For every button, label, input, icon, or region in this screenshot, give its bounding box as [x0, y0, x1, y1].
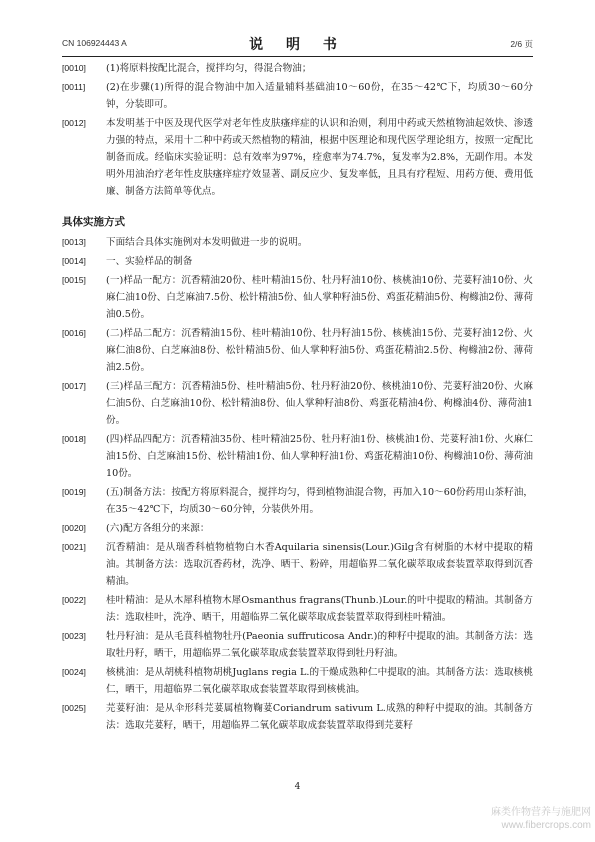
paragraph [62, 115, 533, 200]
paragraph-number: [0013] [62, 237, 86, 247]
paragraph-text: (二)样品二配方：沉香精油15份、桂叶精油10份、牡丹籽油15份、核桃油15份、芫荽籽油12份、火麻仁油8份、白芝麻油8份、松针精油5份、仙人掌种籽油5份、鸡蛋花精油2.5份、枸橼油2份、薄荷油2.5份。 [106, 328, 533, 373]
paragraph-text: (三)样品三配方：沉香精油5份、桂叶精油5份、牡丹籽油20份、核桃油10份、芫荽籽油20份、火麻仁油5份、白芝麻油10份、松针精油8份、仙人掌种籽油8份、鸡蛋花精油4份、枸橼油4份、薄荷油1份。 [106, 381, 533, 426]
paragraph [62, 700, 533, 734]
paragraph-number: [0019] [62, 487, 86, 497]
watermark [491, 806, 591, 832]
paragraph-text: (四)样品四配方：沉香精油35份、桂叶精油25份、牡丹籽油1份、核桃油1份、芫荽籽油1份、火麻仁油15份、白芝麻油15份、松针精油1份、仙人掌种籽油1份、鸡蛋花精油10份、枸橼油10份、薄荷油10份。 [106, 434, 533, 479]
header-rule [62, 56, 533, 57]
paragraph [62, 253, 533, 270]
paragraph-number: [0025] [62, 703, 86, 713]
patent-number: CN 106924443 A [62, 38, 127, 48]
paragraph-number: [0015] [62, 275, 86, 285]
paragraph-text: 下面结合具体实施例对本发明做进一步的说明。 [106, 237, 308, 248]
paragraph-text: (六)配方各组分的来源： [106, 523, 210, 534]
paragraph-text: 芫荽籽油：是从伞形科芫荽属植物鞠荽Coriandrum sativum L.成熟的种籽中提取的油。其制备方法：选取芫荽籽，晒干，用超临界二氧化碳萃取成套装置萃取得到芫荽籽 [106, 703, 533, 731]
paragraph [62, 484, 533, 518]
paragraph-text: 一、实验样品的制备 [106, 256, 193, 267]
page-indicator: 2/6 页 [510, 39, 533, 49]
paragraph [62, 539, 533, 590]
paragraph [62, 431, 533, 482]
paragraph [62, 664, 533, 698]
paragraph-number: [0020] [62, 523, 86, 533]
page-number: 4 [294, 782, 301, 792]
paragraph-text: (2)在步骤(1)所得的混合物油中加入适量辅料基础油10～60份，在35～42℃下，均质30～60分钟，分装即可。 [106, 82, 533, 110]
paragraph-number: [0023] [62, 631, 86, 641]
paragraph [62, 272, 533, 323]
paragraph [62, 60, 533, 77]
watermark-name: 麻类作物营养与施肥网 [491, 807, 591, 818]
paragraph-text: (五)制备方法：按配方将原料混合，搅拌均匀，得到植物油混合物，再加入10～60份药用山茶籽油，在35～42℃下，均质30～60分钟，分装供外用。 [106, 487, 533, 515]
paragraph-text: (1)将原料按配比混合，搅拌均匀，得混合物油； [106, 63, 312, 74]
paragraph-number: [0018] [62, 434, 86, 444]
paragraph [62, 234, 533, 251]
paragraph [62, 378, 533, 429]
paragraph-text: 桂叶精油：是从木犀科植物木犀Osmanthus fragrans(Thunb.)Lour.的叶中提取的精油。其制备方法：选取桂叶，洗净、晒干，用超临界二氧化碳萃取成套装置萃取得到桂叶精油。 [106, 595, 533, 623]
paragraph-text: (一)样品一配方：沉香精油20份、桂叶精油15份、牡丹籽油10份、核桃油10份、芫荽籽油10份、火麻仁油10份、白芝麻油7.5份、松针精油5份、仙人掌种籽油5份、鸡蛋花精油5份、枸橼油2份、薄荷油0.5份。 [106, 275, 533, 320]
paragraph-number: [0022] [62, 595, 86, 605]
page-header [62, 34, 533, 56]
paragraph-text: 核桃油：是从胡桃科植物胡桃Juglans regia L.的干燥成熟种仁中提取的油。其制备方法：选取核桃仁，晒干，用超临界二氧化碳萃取成套装置萃取得到核桃油。 [106, 667, 533, 695]
paragraph-text: 本发明基于中医及现代医学对老年性皮肤瘙痒症的认识和治则，利用中药或天然植物油起效快、渗透力强的特点，采用十二种中药或天然植物的精油，根据中医理论和现代医学理论组方，按照一定配比制备而成。经临床实验证明：总有效率为97%，痊愈率为74.7%，复发率为2.8%，无副作用。本发明外用油治疗老年性皮肤瘙痒症疗效显著、副反应少、复发率低，且具有疗程短、用药方便、费用低廉、制备方法简单等优点。 [106, 118, 533, 197]
paragraph-text: 沉香精油：是从瑞香科植物植物白木香Aquilaria sinensis(Lour.)Gilg含有树脂的木材中提取的精油。其制备方法：选取沉香药材，洗净、晒干、粉碎，用超临界二氧化碳萃取成套装置萃取得到沉香精油。 [106, 542, 533, 587]
paragraph-number: [0010] [62, 63, 86, 73]
paragraph-text: 牡丹籽油：是从毛茛科植物牡丹(Paeonia suffruticosa Andr.)的种籽中提取的油。其制备方法：选取牡丹籽，晒干，用超临界二氧化碳萃取成套装置萃取得到牡丹籽油。 [106, 631, 533, 659]
paragraph-number: [0024] [62, 667, 86, 677]
section-heading: 具体实施方式 [62, 216, 125, 228]
paragraph-number: [0017] [62, 381, 86, 391]
paragraph-number: [0012] [62, 118, 86, 128]
paragraph-number: [0011] [62, 82, 86, 92]
paragraph [62, 79, 533, 113]
paragraph [62, 520, 533, 537]
watermark-url: www.fibercrops.com [501, 820, 591, 831]
paragraph-number: [0016] [62, 328, 86, 338]
document-body [62, 60, 533, 736]
document-title: 说 明 书 [249, 37, 346, 53]
paragraph [62, 325, 533, 376]
paragraph-number: [0021] [62, 542, 86, 552]
paragraph-number: [0014] [62, 256, 86, 266]
paragraph [62, 628, 533, 662]
paragraph [62, 592, 533, 626]
